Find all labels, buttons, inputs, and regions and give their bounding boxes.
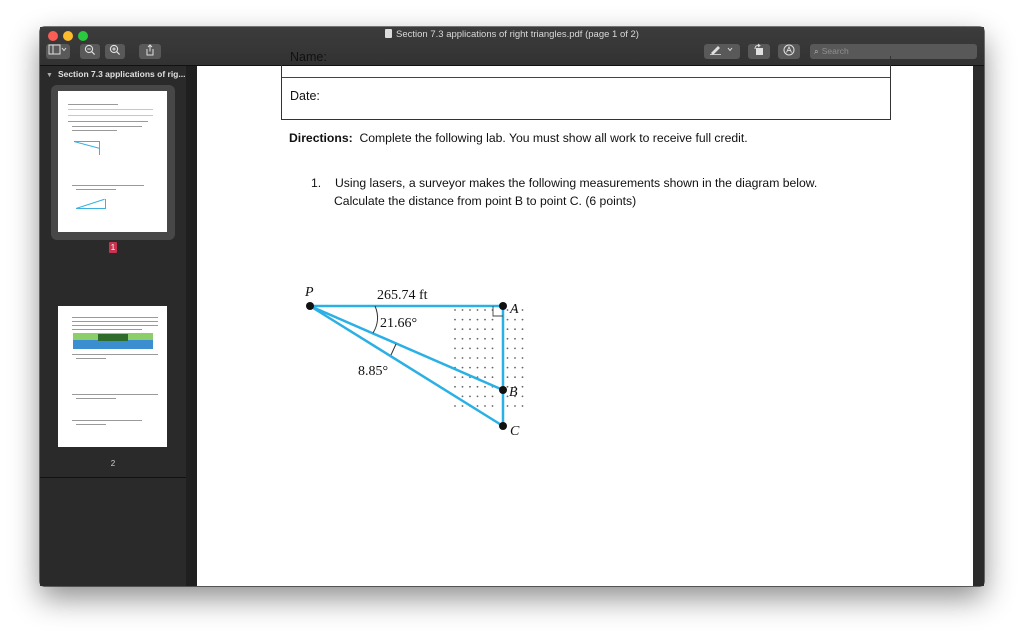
sidebar-document-header[interactable]	[46, 69, 186, 79]
grid-dot	[477, 328, 479, 330]
grid-dot	[454, 309, 456, 311]
grid-dot	[522, 357, 524, 359]
grid-dot	[477, 348, 479, 350]
question-1-number: 1.	[311, 176, 322, 190]
grid-dot	[492, 376, 494, 378]
point-c-marker	[499, 422, 507, 430]
label-angle-apb: 21.66°	[380, 316, 418, 331]
grid-dot	[477, 309, 479, 311]
grid-dot	[469, 328, 471, 330]
grid-dot	[484, 338, 486, 340]
grid-dot	[507, 376, 509, 378]
grid-dot	[522, 319, 524, 321]
grid-dot	[492, 319, 494, 321]
grid-dot	[477, 338, 479, 340]
sidebar-view-button[interactable]	[46, 44, 70, 59]
page-thumbnail-1[interactable]	[58, 91, 167, 232]
grid-dot	[492, 367, 494, 369]
markup-icon	[783, 44, 795, 56]
directions-text	[289, 131, 748, 145]
grid-dot	[522, 328, 524, 330]
disclosure-triangle-icon[interactable]: ▼	[46, 72, 53, 79]
grid-dot	[462, 328, 464, 330]
grid-dot	[462, 338, 464, 340]
zoom-out-icon	[84, 44, 96, 56]
date-label: Date:	[290, 89, 320, 103]
surveyor-diagram	[297, 244, 637, 439]
grid-dot	[492, 396, 494, 398]
directions-label: Directions:	[289, 131, 353, 145]
name-date-divider	[282, 77, 890, 78]
sidebar-resize-divider[interactable]	[186, 66, 197, 586]
grid-dot	[469, 338, 471, 340]
share-button[interactable]	[139, 44, 161, 59]
grid-dot	[469, 386, 471, 388]
window-title-text: Section 7.3 applications of right triangles.pdf (page 1 of 2)	[396, 29, 639, 40]
grid-dot	[514, 367, 516, 369]
grid-dot	[514, 319, 516, 321]
grid-dot	[462, 357, 464, 359]
window-title	[40, 29, 984, 41]
grid-dot	[522, 396, 524, 398]
grid-dot	[462, 367, 464, 369]
grid-dot	[507, 309, 509, 311]
label-b: B	[509, 385, 518, 400]
label-p: P	[305, 285, 314, 300]
grid-dot	[477, 357, 479, 359]
angle-arc-apb	[373, 306, 378, 333]
grid-dot	[454, 319, 456, 321]
zoom-out-button[interactable]	[80, 44, 100, 59]
grid-dot	[514, 376, 516, 378]
search-placeholder: Search	[821, 46, 849, 56]
grid-dot	[454, 376, 456, 378]
grid-dot	[484, 376, 486, 378]
grid-dot	[477, 396, 479, 398]
grid-dot	[454, 338, 456, 340]
zoom-in-button[interactable]	[105, 44, 125, 59]
grid-dot	[484, 405, 486, 407]
grid-dot	[484, 386, 486, 388]
grid-dot	[454, 328, 456, 330]
page-2-number: 2	[110, 459, 116, 468]
grid-dot	[454, 348, 456, 350]
angle-tick-bpc	[391, 344, 396, 355]
grid-dot	[454, 386, 456, 388]
grid-dot	[522, 309, 524, 311]
grid-dot	[522, 405, 524, 407]
grid-dot	[507, 319, 509, 321]
grid-dot	[469, 319, 471, 321]
grid-dot	[469, 309, 471, 311]
grid-dot	[484, 328, 486, 330]
grid-dot	[462, 376, 464, 378]
rotate-icon	[753, 44, 765, 56]
grid-dot	[507, 405, 509, 407]
sidebar-divider	[40, 477, 186, 478]
grid-dot	[462, 405, 464, 407]
grid-dot	[492, 328, 494, 330]
question-1-line-1: Using lasers, a surveyor makes the following measurements shown in the diagram below.	[335, 176, 818, 190]
grid-dot	[454, 405, 456, 407]
grid-dot	[462, 396, 464, 398]
grid-dot	[514, 357, 516, 359]
thumbnail-sidebar	[40, 66, 186, 586]
label-c: C	[510, 424, 520, 439]
grid-dot	[477, 367, 479, 369]
preview-window	[40, 27, 984, 586]
label-angle-bpc: 8.85°	[358, 364, 389, 379]
grid-dot	[514, 328, 516, 330]
grid-dot	[462, 386, 464, 388]
page-thumbnail-2[interactable]	[58, 306, 167, 447]
directions-body: Complete the following lab. You must show all work to receive full credit.	[359, 131, 748, 145]
grid-dot	[462, 309, 464, 311]
grid-dot	[477, 319, 479, 321]
grid-dot	[492, 348, 494, 350]
grid-dot	[484, 367, 486, 369]
grid-dot	[507, 338, 509, 340]
point-a-marker	[499, 302, 507, 310]
question-1	[311, 174, 817, 210]
grid-dot	[492, 338, 494, 340]
grid-dot	[522, 348, 524, 350]
grid-dot	[469, 348, 471, 350]
grid-dot	[484, 319, 486, 321]
grid-dot	[469, 396, 471, 398]
grid-dot	[454, 357, 456, 359]
grid-dot	[477, 405, 479, 407]
grid-dot	[462, 319, 464, 321]
page-1-number-badge: 1	[110, 243, 116, 252]
grid-dot	[514, 338, 516, 340]
grid-dot	[462, 348, 464, 350]
grid-dot	[484, 309, 486, 311]
grid-dot	[507, 367, 509, 369]
pen-icon	[707, 44, 737, 55]
grid-dot	[484, 396, 486, 398]
grid-dot	[469, 357, 471, 359]
grid-dot	[469, 367, 471, 369]
grid-dot	[522, 376, 524, 378]
grid-dot	[507, 348, 509, 350]
grid-dot	[492, 357, 494, 359]
grid-dot	[484, 357, 486, 359]
question-1-line-2: Calculate the distance from point B to point C. (6 points)	[334, 194, 637, 208]
search-icon: ⌕	[814, 46, 819, 56]
point-b-marker	[499, 386, 507, 394]
grid-dot	[484, 348, 486, 350]
grid-dot	[507, 357, 509, 359]
grid-dot	[522, 338, 524, 340]
label-distance-pa: 265.74 ft	[377, 288, 428, 303]
grid-dot	[477, 386, 479, 388]
share-icon	[144, 44, 156, 56]
grid-dot	[522, 386, 524, 388]
sidebar-icon	[48, 44, 68, 55]
grid-dot	[514, 348, 516, 350]
grid-dot	[514, 405, 516, 407]
grid-dot	[492, 405, 494, 407]
name-label: Name:	[290, 50, 327, 64]
grid-dot	[522, 367, 524, 369]
pdf-document-icon	[385, 29, 392, 38]
grid-dot	[507, 328, 509, 330]
sidebar-heading-text: Section 7.3 applications of rig...	[57, 69, 186, 79]
zoom-in-icon	[109, 44, 121, 56]
right-scroll-area[interactable]	[973, 66, 984, 586]
label-a: A	[510, 302, 519, 317]
point-p-marker	[306, 302, 314, 310]
